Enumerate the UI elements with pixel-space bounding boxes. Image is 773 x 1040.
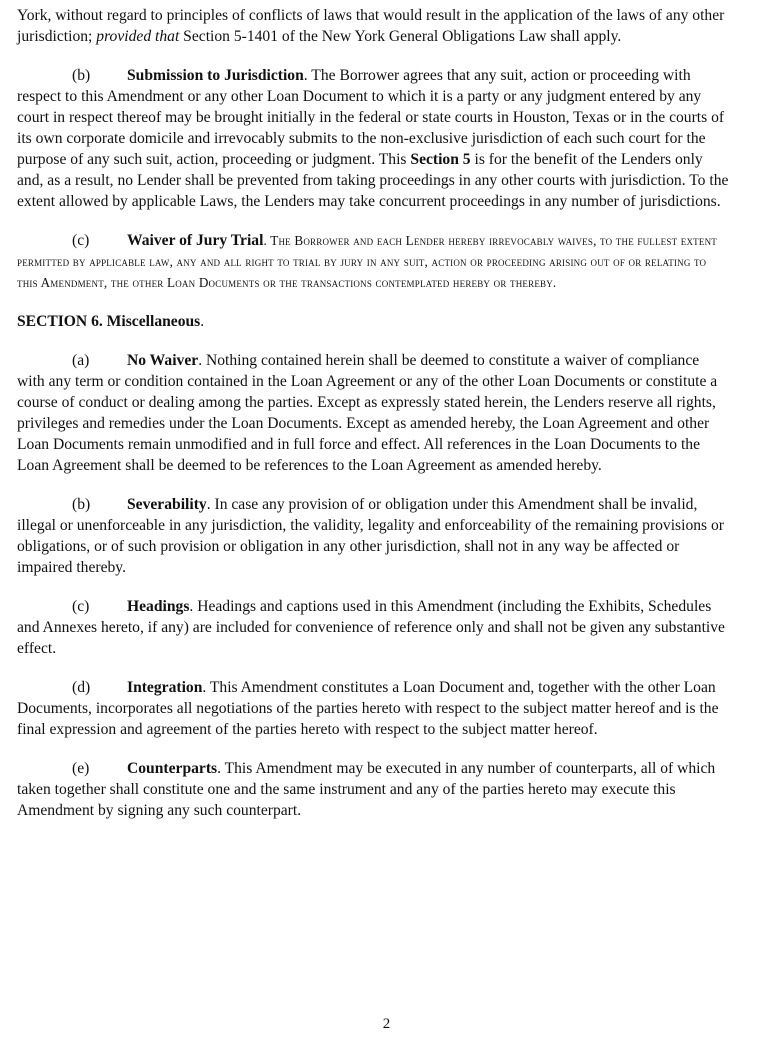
section6-title-end: . xyxy=(200,313,205,330)
intro-paragraph xyxy=(17,5,729,47)
section6-a-heading: No Waiver xyxy=(127,352,199,369)
section5-b-text-b: is for the benefit of the Lenders only and, as a result, no Lender shall be prevented from taking proceedings in any other courts with jurisdiction. To the extent allowed by applicable Laws, the Lenders may take concurrent proceedings in any number of jurisdictions. xyxy=(17,151,729,210)
section6-a-text: . Nothing contained herein shall be deemed to constitute a waiver of compliance with any term or condition contained in the Loan Agreement or any of the other Loan Documents or constitute a course of conduct or dealing among the parties. Except as expressly stated herein, the Lenders reserve all rights, privileges and remedies under the Loan Documents. Except as amended hereby, the Loan Agreement and other Loan Documents remain unmodified and in full force and effect. All references in the Loan Documents to the Loan Agreement shall be deemed to be references to the Loan Agreement as amended hereby. xyxy=(17,352,718,474)
section6-c-heading: Headings xyxy=(127,598,190,615)
section5-b-label: (b) xyxy=(72,67,91,84)
section5-b-text-a: . The Borrower agrees that any suit, action or proceeding with respect to this Amendment or any other Loan Document to which it is a party or any judgment entered by any court in respect thereof may be brought initially in the federal or state courts in Houston, Texas or in the courts of its own corporate domicile and irrevocably submits to the non-exclusive jurisdiction of each such court for the purpose of any such suit, action, proceeding or judgment. This xyxy=(17,67,725,168)
section5-c-heading: Waiver of Jury Trial xyxy=(127,232,264,249)
section6-b-heading: Severability xyxy=(127,496,207,513)
section6-d-paragraph xyxy=(17,677,729,740)
section6-title xyxy=(17,311,729,332)
section6-d-text: . This Amendment constitutes a Loan Document and, together with the other Loan Documents, incorporates all negotiations of the parties hereto with respect to the subject matter hereof and is the final expression and agreement of the parties hereto with respect to the subject matter hereof. xyxy=(17,679,719,738)
section6-c-text: . Headings and captions used in this Amendment (including the Exhibits, Schedules and Annexes hereto, if any) are included for convenience of reference only and shall not be given any substantive effect. xyxy=(17,598,725,657)
page-number: 2 xyxy=(382,1016,391,1032)
section5-b-paragraph xyxy=(17,65,729,212)
section6-a-label: (a) xyxy=(72,352,90,369)
section5-c-paragraph xyxy=(17,230,729,293)
section6-b-paragraph xyxy=(17,494,729,578)
section6-b-text: . In case any provision of or obligation under this Amendment shall be invalid, illegal or unenforceable in any jurisdiction, the validity, legality and enforceability of the remaining provisions or obligations, or of such provision or obligation in any other jurisdiction, shall not in any way be affected or impaired thereby. xyxy=(17,496,724,576)
section5-c-label: (c) xyxy=(72,232,90,249)
section6-b-label: (b) xyxy=(72,496,91,513)
section6-d-heading: Integration xyxy=(127,679,203,696)
section6-e-label: (e) xyxy=(72,760,90,777)
section6-c-label: (c) xyxy=(72,598,90,615)
section6-title-text: SECTION 6. Miscellaneous xyxy=(17,313,201,330)
section6-e-paragraph xyxy=(17,758,729,821)
section6-d-label: (d) xyxy=(72,679,91,696)
section6-e-text: . This Amendment may be executed in any number of counterparts, all of which taken together shall constitute one and the same instrument and any of the parties hereto may execute this Amendment by signing any such counterpart. xyxy=(17,760,716,819)
intro-text-italic: provided that xyxy=(96,28,180,45)
section5-c-text: . The Borrower and each Lender hereby irrevocably waives, to the fullest extent permitted by applicable law, any and all right to trial by jury in any suit, action or proceeding arising out of or relating to this Amendment, the other Loan Documents or the transactions contemplated hereby or thereby. xyxy=(17,233,717,290)
section5-b-bold-ref: Section 5 xyxy=(410,151,471,168)
section6-c-paragraph xyxy=(17,596,729,659)
section6-e-heading: Counterparts xyxy=(127,760,218,777)
section6-a-paragraph xyxy=(17,350,729,476)
intro-text-b: Section 5-1401 of the New York General Obligations Law shall apply. xyxy=(179,28,622,45)
intro-text-a: York, without regard to principles of conflicts of laws that would result in the application of the laws of any other jurisdiction; xyxy=(17,7,725,45)
section5-b-heading: Submission to Jurisdiction xyxy=(127,67,304,84)
